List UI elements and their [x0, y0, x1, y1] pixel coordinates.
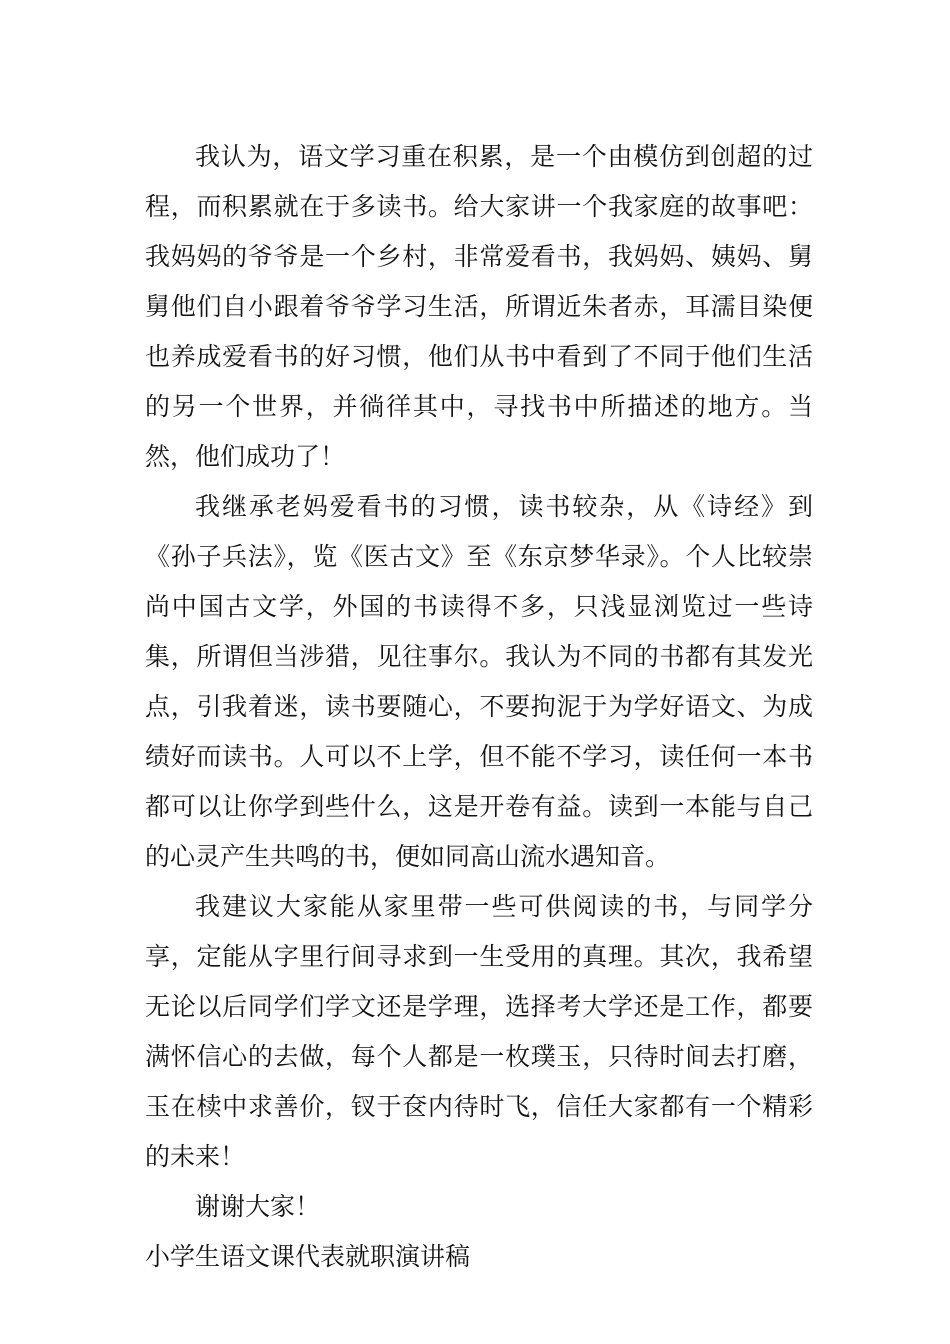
closing-thanks: 谢谢大家！	[195, 1192, 321, 1221]
document-title: 小学生语文课代表就职演讲稿	[145, 1242, 471, 1271]
document-body	[145, 132, 813, 1282]
paragraph-1: 我认为，语文学习重在积累，是一个由模仿到创超的过程，而积累就在于多读书。给大家讲一个我家庭的故事吧：我妈妈的爷爷是一个乡村，非常爱看书，我妈妈、姨妈、舅舅他们自小跟着爷爷学习生活，所谓近朱者赤，耳濡目染便也养成爱看书的好习惯，他们从书中看到了不同于他们生活的另一个世界，并徜徉其中，寻找书中所描述的地方。当然，他们成功了！	[145, 142, 813, 471]
paragraph-3: 我建议大家能从家里带一些可供阅读的书，与同学分享，定能从字里行间寻求到一生受用的真理。其次，我希望无论以后同学们学文还是学理，选择考大学还是工作，都要满怀信心的去做，每个人都是一枚璞玉，只待时间去打磨，玉在椟中求善价，钗于奁内待时飞，信任大家都有一个精彩的未来！	[145, 892, 813, 1171]
paragraph-2: 我继承老妈爱看书的习惯，读书较杂，从《诗经》到《孙子兵法》，览《医古文》至《东京梦华录》。个人比较崇尚中国古文学，外国的书读得不多，只浅显浏览过一些诗集，所谓但当涉猎，见往事尔。我认为不同的书都有其发光点，引我着迷，读书要随心，不要拘泥于为学好语文、为成绩好而读书。人可以不上学，但不能不学习，读任何一本书都可以让你学到些什么，这是开卷有益。读到一本能与自己的心灵产生共鸣的书，便如同高山流水遇知音。	[145, 492, 813, 871]
